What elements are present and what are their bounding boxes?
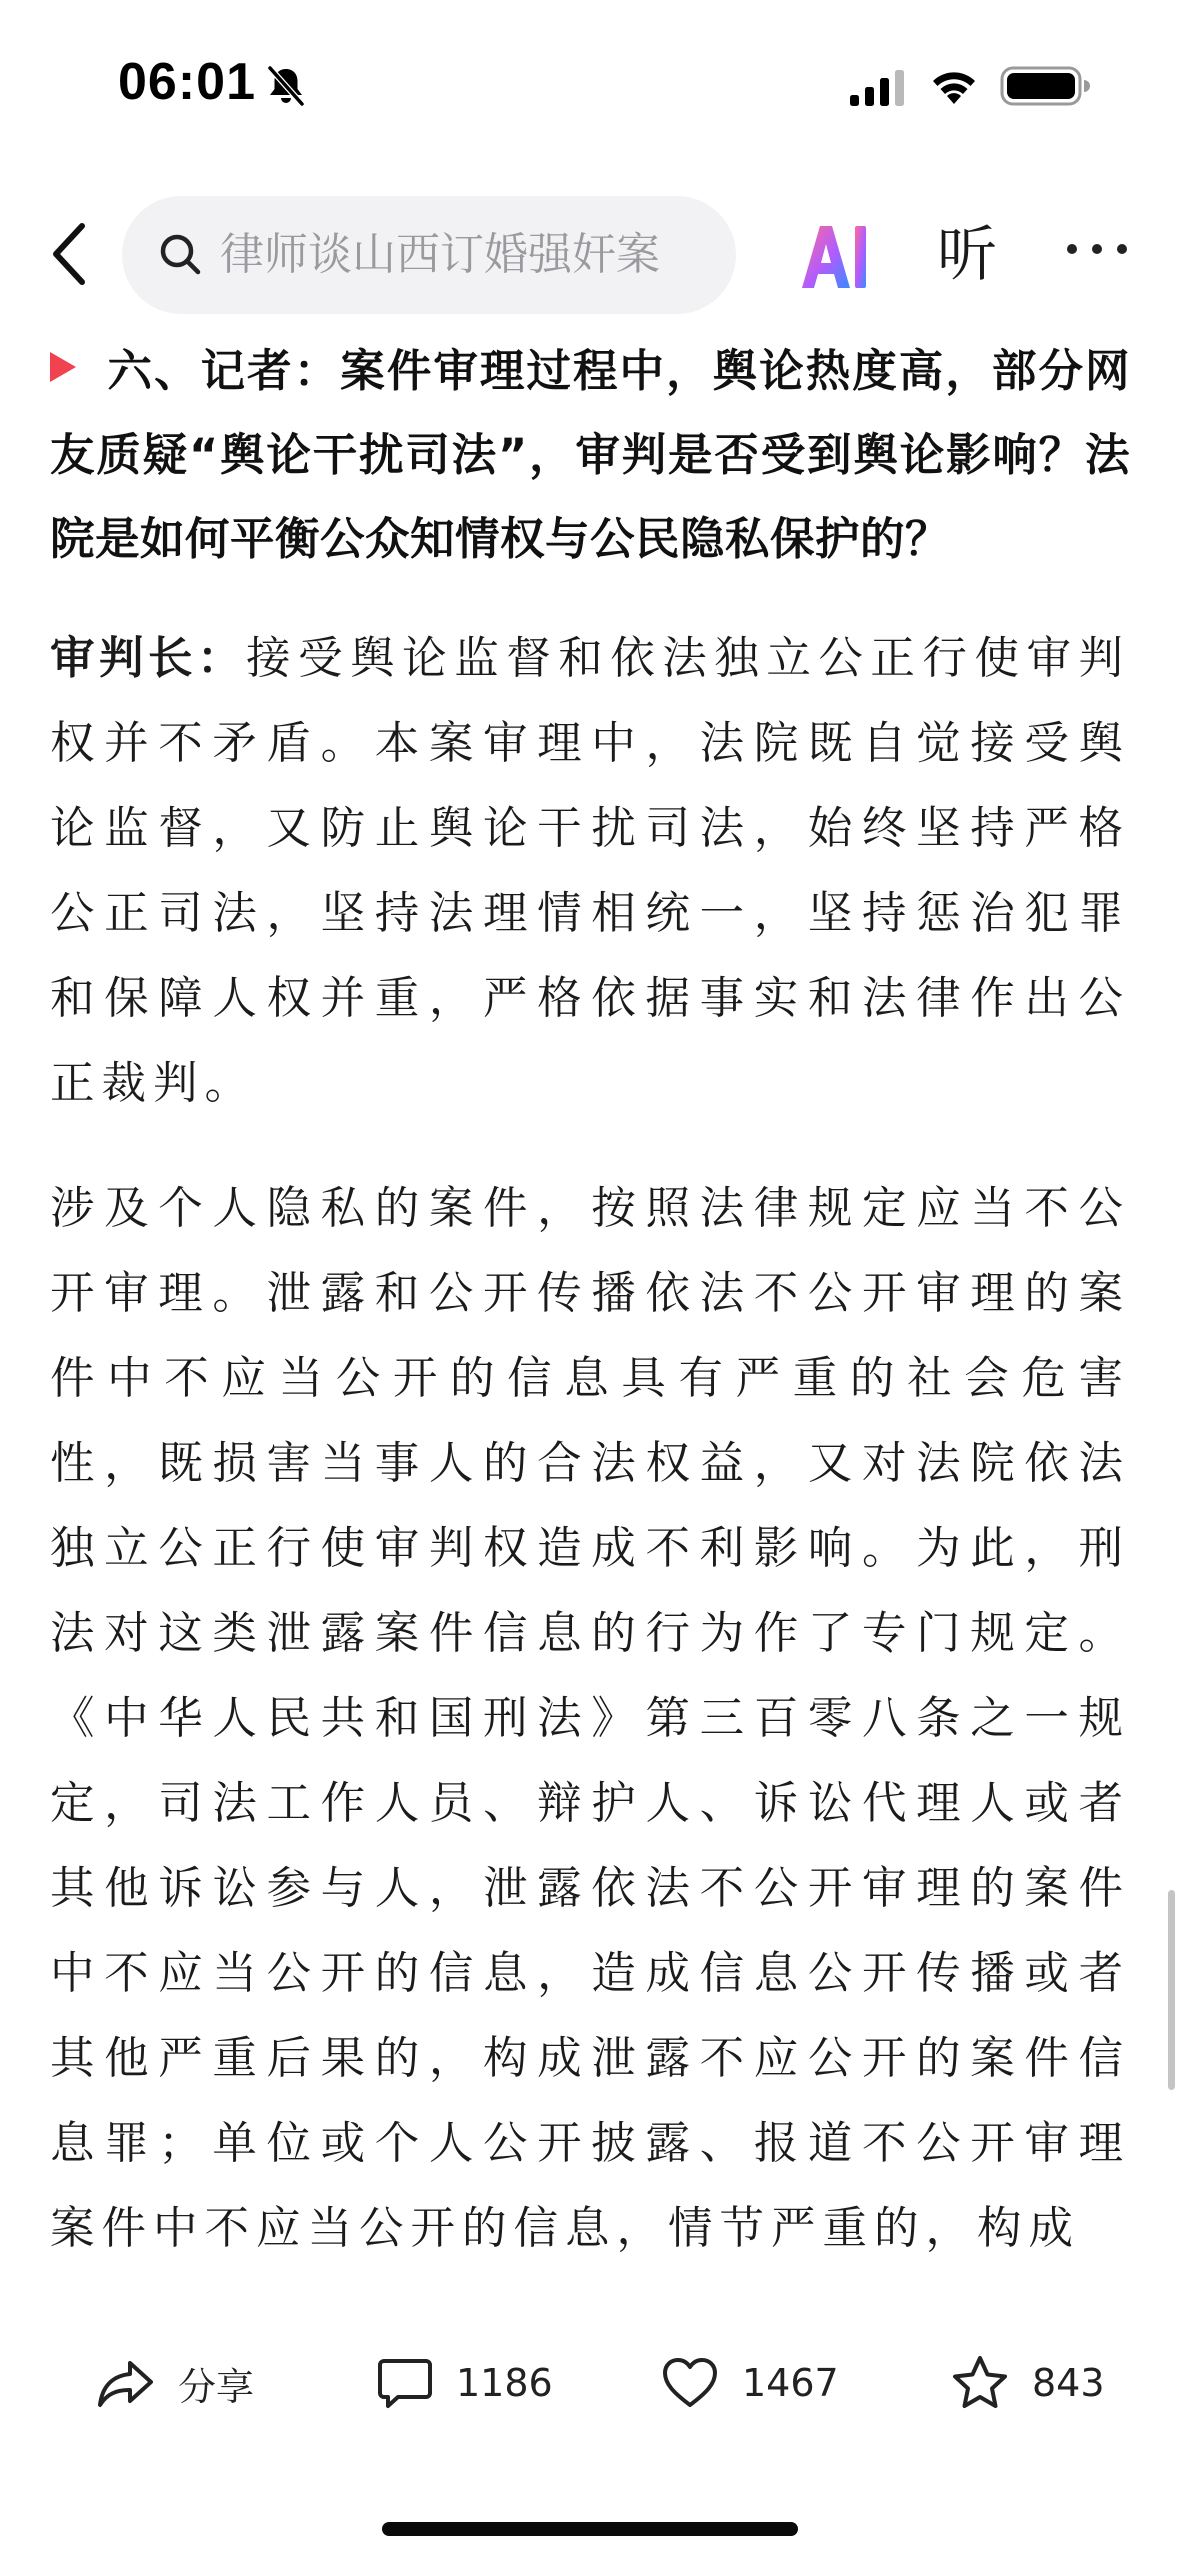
home-indicator[interactable]	[382, 2522, 798, 2536]
share-button[interactable]	[96, 2348, 254, 2418]
law-paragraph	[50, 1166, 1130, 2271]
share-label: 分享	[178, 2364, 255, 2409]
more-horizontal-icon[interactable]	[1064, 234, 1130, 264]
battery-icon	[1000, 64, 1090, 108]
status-bar	[0, 0, 1179, 170]
search-bar[interactable]	[122, 196, 736, 314]
share-icon	[96, 2355, 156, 2411]
answer-paragraph	[50, 616, 1130, 1126]
bottom-action-bar	[0, 2310, 1179, 2556]
article-body	[50, 330, 1130, 2310]
question-heading	[50, 330, 1130, 582]
heart-icon	[660, 2355, 720, 2411]
play-marker-icon	[50, 352, 76, 382]
like-button[interactable]	[660, 2348, 839, 2418]
wifi-icon	[928, 64, 980, 108]
chevron-left-icon[interactable]	[44, 218, 98, 290]
top-nav-bar	[0, 190, 1179, 320]
search-input[interactable]: 律师谈山西订婚强奸案	[220, 229, 660, 280]
star-icon	[950, 2354, 1010, 2412]
ai-assistant-button[interactable]	[796, 212, 872, 298]
question-text: 六、记者：案件审理过程中，舆论热度高，部分网友质疑“舆论干扰司法”，审判是否受到舆论影响？法院是如何平衡公众知情权与公民隐私保护的？	[50, 346, 1130, 565]
status-time: 06:01	[118, 53, 256, 111]
like-count: 1467	[742, 2361, 839, 2405]
comment-icon	[376, 2355, 434, 2411]
speaker-label: 审判长：	[50, 633, 247, 684]
bell-slash-icon	[264, 64, 308, 108]
scrollbar-thumb[interactable]	[1168, 1890, 1175, 2090]
law-text: 涉及个人隐私的案件，按照法律规定应当不公开审理。泄露和公开传播依法不公开审理的案件中不应当公开的信息具有严重的社会危害性，既损害当事人的合法权益，又对法院依法独立公正行使审判权造成不利影响。为此，刑法对这类泄露案件信息的行为作了专门规定。《中华人民共和国刑法》第三百零八条之一规定，司法工作人员、辩护人、诉讼代理人或者其他诉讼参与人，泄露依法不公开审理的案件中不应当公开的信息，造成信息公开传播或者其他严重后果的，构成泄露不应公开的案件信息罪；单位或个人公开披露、报道不公开审理案件中不应当公开的信息，情节严重的，构成	[50, 1183, 1130, 2254]
favorite-button[interactable]	[950, 2348, 1105, 2418]
listen-button[interactable]: 听	[937, 220, 997, 290]
favorite-count: 843	[1032, 2361, 1105, 2405]
search-icon	[156, 230, 206, 280]
cellular-signal-icon	[848, 68, 908, 108]
answer-text: 接受舆论监督和依法独立公正行使审判权并不矛盾。本案审理中，法院既自觉接受舆论监督，又防止舆论干扰司法，始终坚持严格公正司法，坚持法理情相统一，坚持惩治犯罪和保障人权并重，严格依据事实和法律作出公正裁判。	[50, 633, 1130, 1109]
comment-button[interactable]	[376, 2348, 553, 2418]
comment-count: 1186	[456, 2361, 553, 2405]
